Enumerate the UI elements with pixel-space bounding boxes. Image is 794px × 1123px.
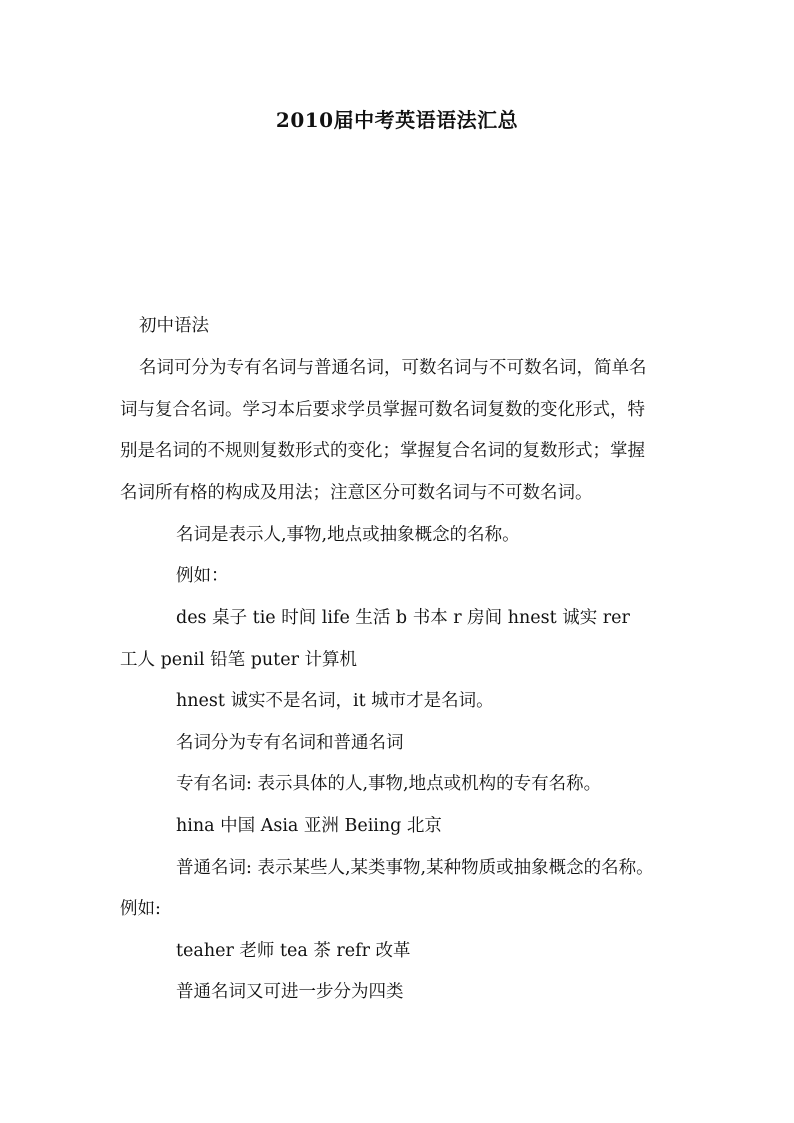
example-label: 例如： [176,566,229,586]
proper-noun-examples: hina 中国 Asia 亚洲 Beiing 北京 [176,816,442,836]
division-text: 名词分为专有名词和普通名词 [176,733,404,753]
common-noun-definition: 普通名词: 表示某些人,某类事物,某种物质或抽象概念的名称。 [176,858,654,878]
examples-line-1: des 桌子 tie 时间 life 生活 b 书本 r 房间 hnest 诚实 rer [176,608,630,628]
paragraph-line-1: 名词可分为专有名词与普通名词，可数名词与不可数名词，简单名 [139,358,647,378]
examples-line-2: 工人 penil 铅笔 puter 计算机 [120,650,358,670]
subdivision-text: 普通名词又可进一步分为四类 [176,982,404,1002]
proper-noun-definition: 专有名词: 表示具体的人,事物,地点或机构的专有名称。 [176,774,602,794]
common-noun-example-label: 例如: [120,899,161,919]
definition-text: 名词是表示人,事物,地点或抽象概念的名称。 [176,525,520,545]
section-label: 初中语法 [139,316,209,336]
note-text: hnest 诚实不是名词，it 城市才是名词。 [176,691,494,711]
paragraph-line-3: 别是名词的不规则复数形式的变化；掌握复合名词的复数形式；掌握 [120,441,645,461]
common-noun-examples: teaher 老师 tea 茶 refr 改革 [176,941,411,961]
paragraph-line-4: 名词所有格的构成及用法；注意区分可数名词与不可数名词。 [120,483,593,503]
document-title: 2010届中考英语语法汇总 [275,108,519,132]
paragraph-line-2: 词与复合名词。学习本后要求学员掌握可数名词复数的变化形式，特 [120,400,645,420]
